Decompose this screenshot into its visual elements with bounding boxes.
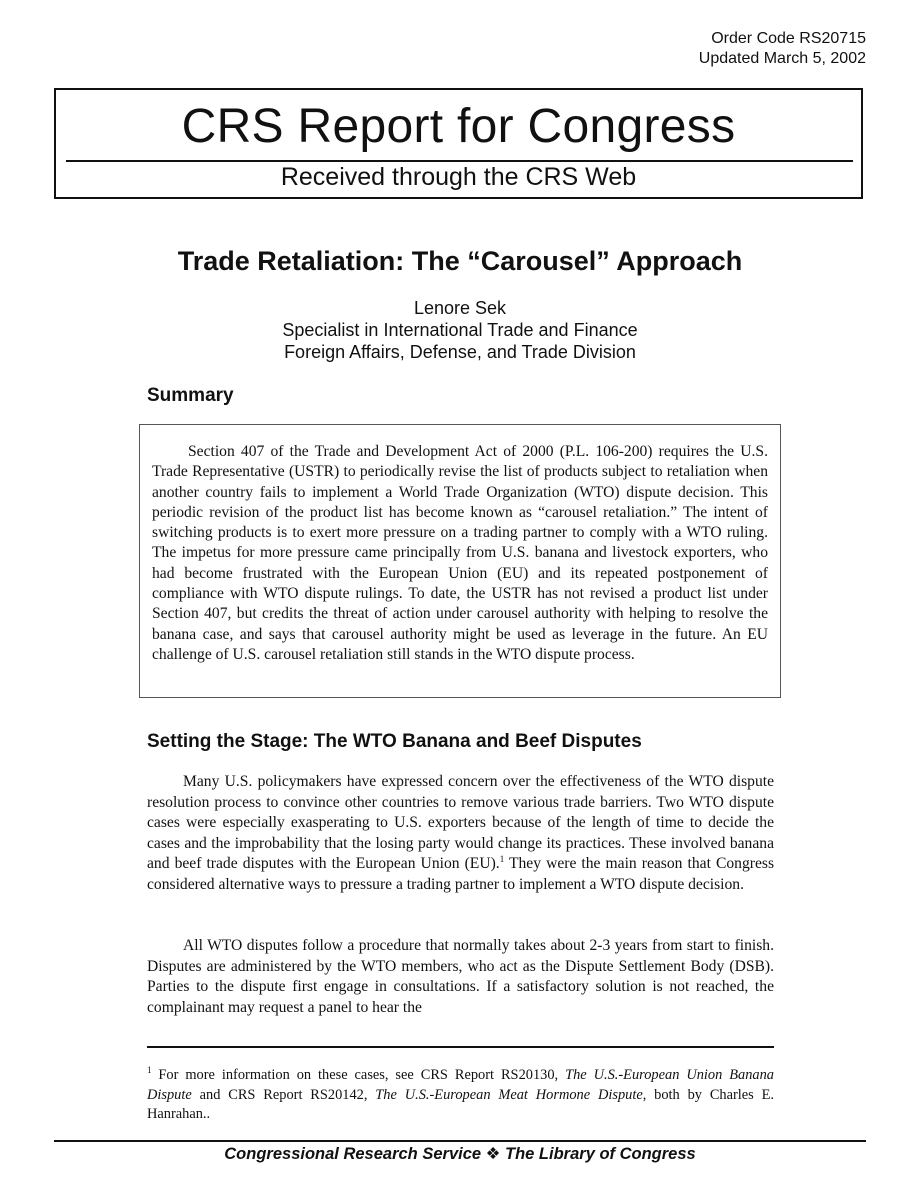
summary-box [139, 424, 781, 698]
footnote [147, 1066, 774, 1125]
order-code: Order Code RS20715 [711, 30, 866, 47]
order-code-block [699, 29, 866, 69]
summary-heading: Summary [147, 385, 234, 406]
footnote-separator [147, 1046, 774, 1048]
masthead-title: CRS Report for Congress [181, 100, 736, 153]
summary-text: Section 407 of the Trade and Development Act of 2000 (P.L. 106-200) requires the U.S. Trade Representative (USTR) to periodically revise the list of products subject to retaliation when another country fails to implement a World Trade Organization (WTO) dispute decision. This periodic revision of the product list has become known as “carousel retaliation.” The intent of switching products is to exert more pressure on a trading partner to comply with a WTO ruling. The impetus for more pressure came principally from U.S. banana and livestock exporters, who had become frustrated with the European Union (EU) and its repeated postponement of compliance with WTO dispute rulings. To date, the USTR has not revised a product list under Section 407, but credits the threat of action under carousel authority with helping to resolve the banana case, and says that carousel authority might be used as leverage in the future. An EU challenge of U.S. carousel retaliation still stands in the WTO dispute process. [152, 443, 768, 663]
footnote-title-b: The U.S.-European Meat Hormone Dispute [375, 1086, 643, 1103]
footnote-text-c: , both by Charles E. Hanrahan.. [147, 1086, 775, 1122]
updated-date: Updated March 5, 2002 [698, 50, 866, 67]
section-heading: Setting the Stage: The WTO Banana and Beef Disputes [147, 731, 642, 752]
body-paragraph-1 [147, 772, 774, 896]
author-name: Lenore Sek [413, 298, 507, 318]
paragraph-1-text-a: Many U.S. policymakers have expressed concern over the effectiveness of the WTO dispute resolution process to convince other countries to remove various trade barriers. Two WTO dispute cases were especially exasperating to U.S. exporters because of the length of time to decide the cases and the improbability that the losing party would change its practices. These involved banana and beef trade disputes with the European Union (EU). [147, 773, 774, 873]
footnote-number: 1 [147, 1065, 152, 1075]
paragraph-1-text-b: They were the main reason that Congress considered alternative ways to pressure a trading partner to implement a WTO dispute decision. [147, 855, 775, 893]
footnote-text-a: For more information on these cases, see CRS Report RS20130, [151, 1067, 566, 1083]
footnote-text-b: and CRS Report RS20142, [191, 1086, 376, 1103]
masthead-subtitle: Received through the CRS Web [280, 163, 637, 191]
masthead [54, 88, 863, 199]
author-division: Foreign Affairs, Defense, and Trade Division [284, 342, 636, 362]
report-title: Trade Retaliation: The “Carousel” Approach [177, 246, 743, 276]
author-title: Specialist in International Trade and Finance [282, 320, 638, 340]
footer-rule [54, 1140, 866, 1142]
footnote-ref[interactable]: 1 [499, 854, 505, 865]
footer: Congressional Research Service ❖ The Library of Congress [224, 1145, 696, 1163]
body-paragraph-2: All WTO disputes follow a procedure that normally takes about 2-3 years from start to finish. Disputes are administered by the WTO members, who act as the Dispute Settlement Body (DSB). Parties to the dispute first engage in consultations. If a satisfactory solution is not reached, the complainant may request a panel to hear the [147, 937, 774, 1016]
footnote-title-a: The U.S.-European Union Banana Dispute [147, 1067, 774, 1103]
author-block [0, 297, 920, 363]
